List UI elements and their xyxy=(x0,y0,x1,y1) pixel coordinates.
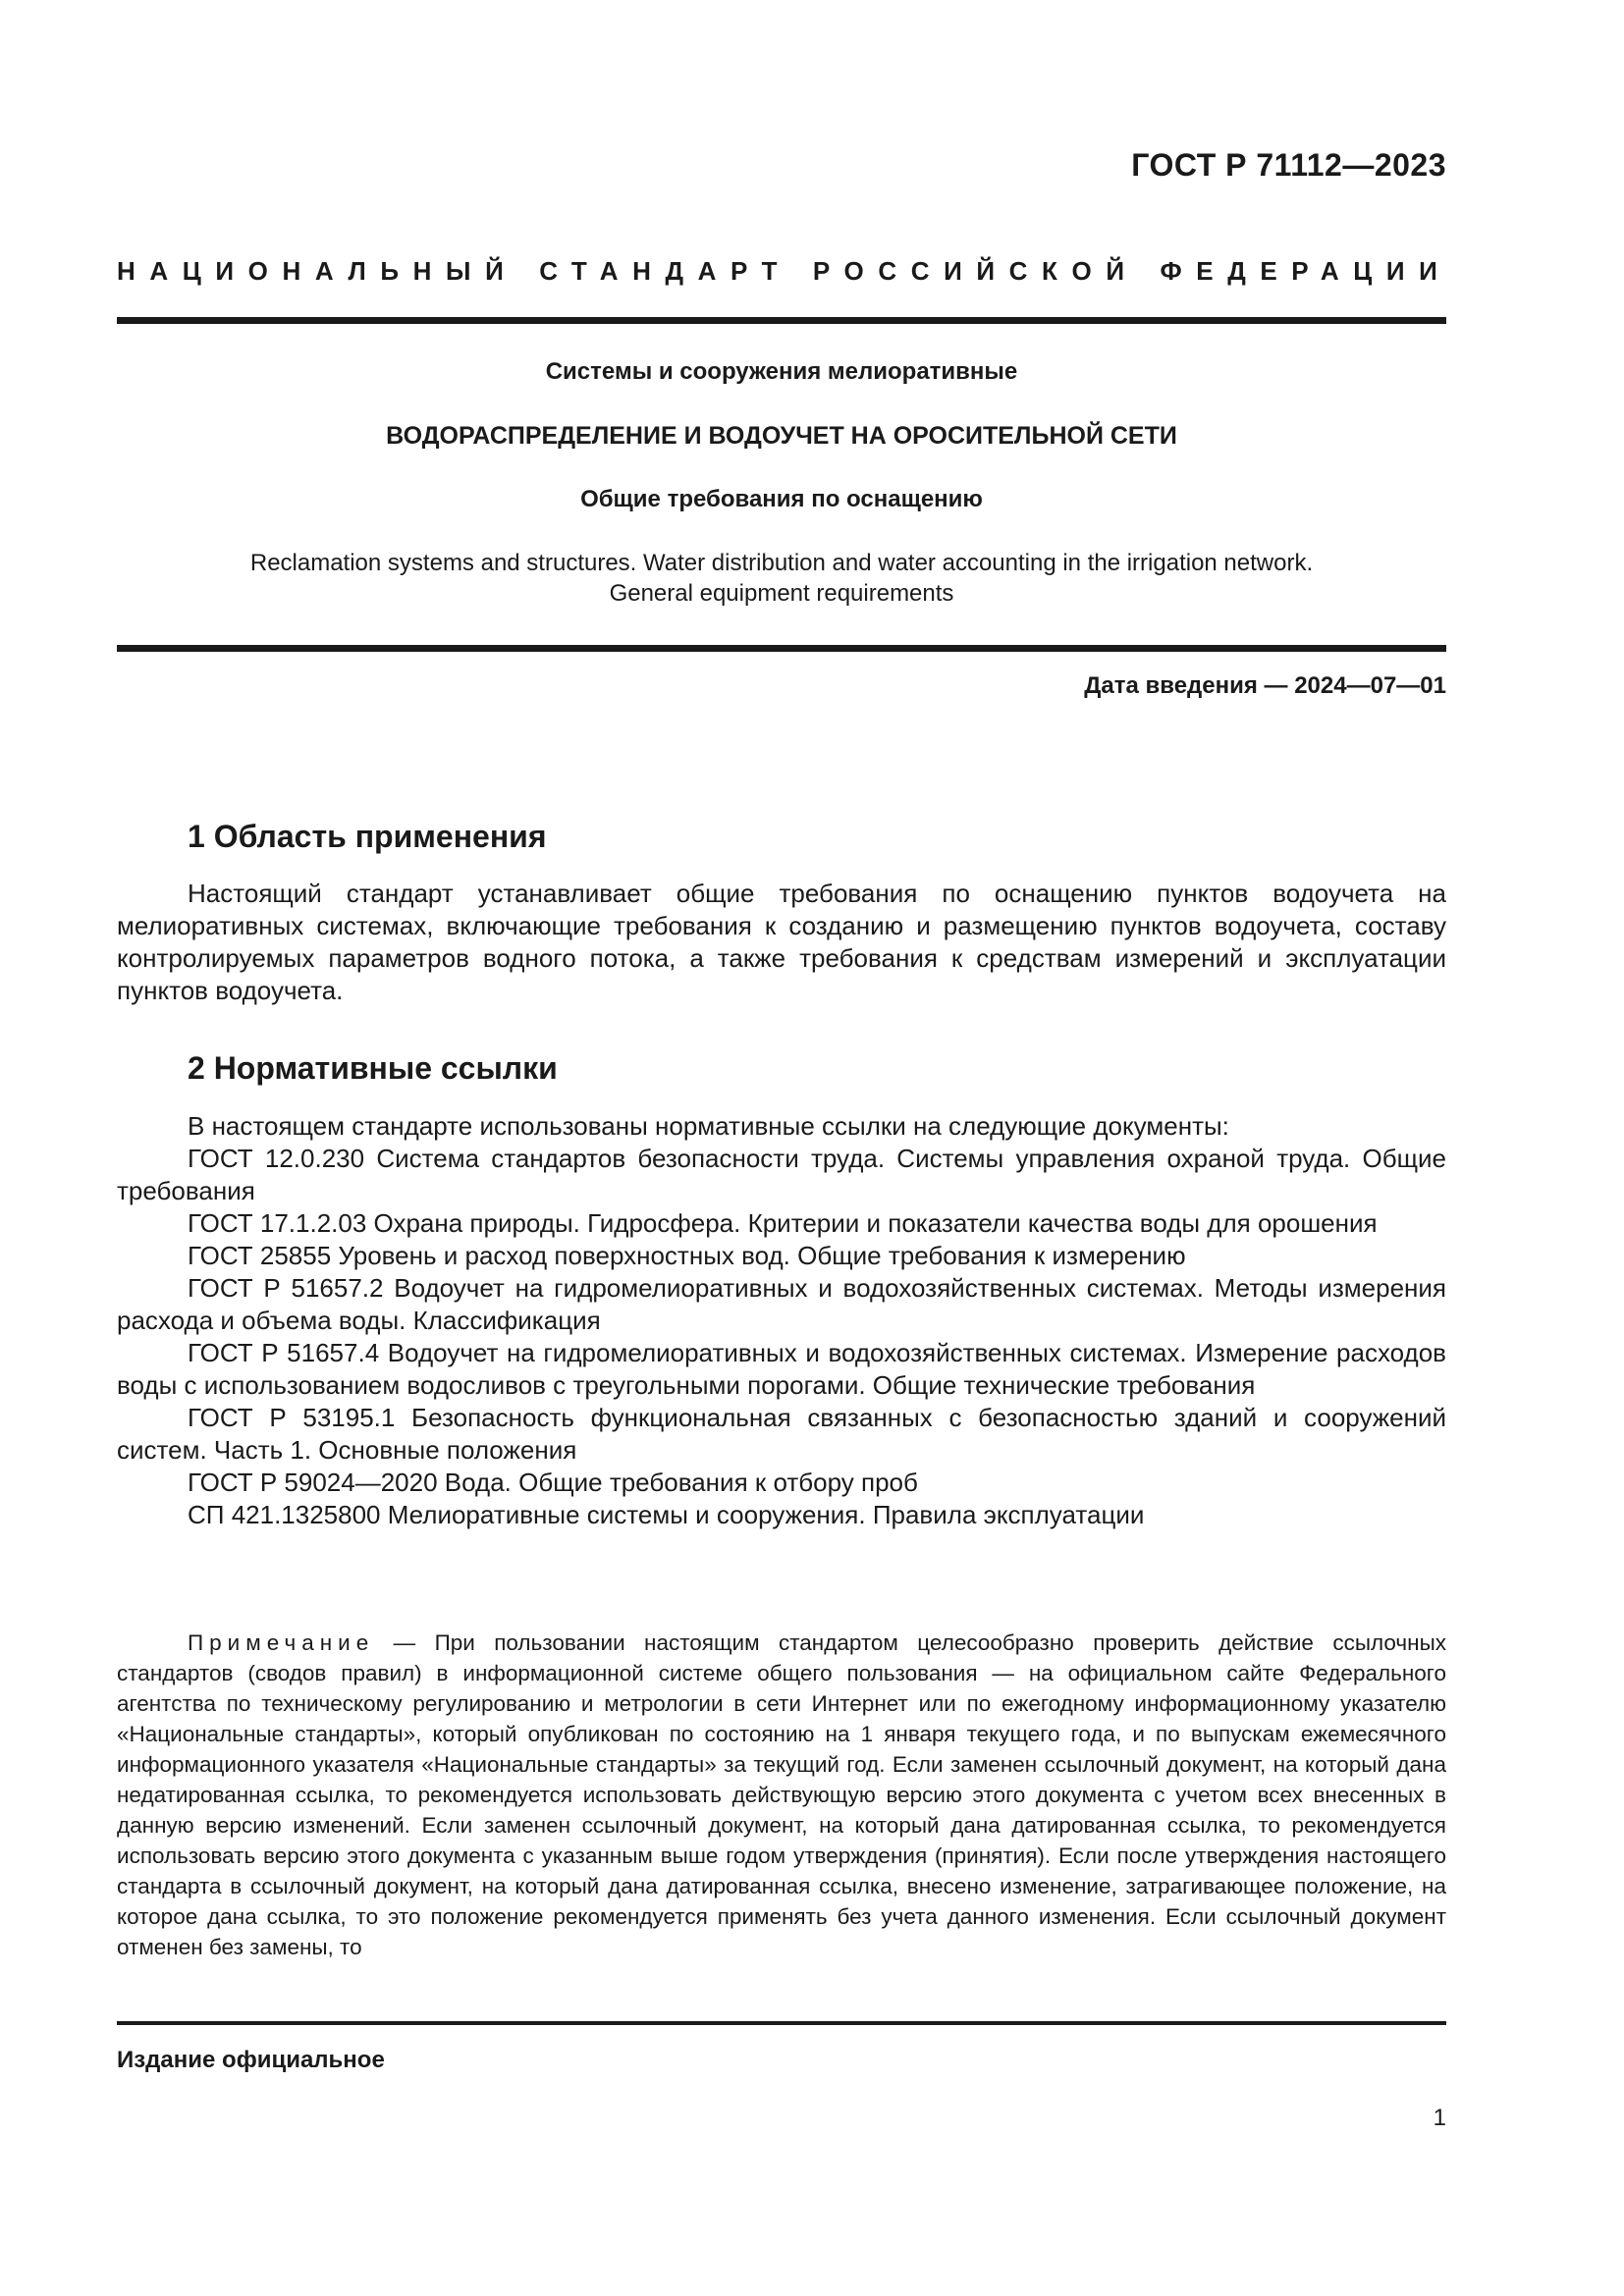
edition-label: Издание официальное xyxy=(117,2047,385,2073)
national-standard-title: НАЦИОНАЛЬНЫЙ СТАНДАРТ РОССИЙСКОЙ ФЕДЕРАЦИИ xyxy=(117,256,1452,286)
english-title-line-2: General equipment requirements xyxy=(609,580,954,607)
section-1-heading: 1 Область применения xyxy=(188,819,547,854)
english-title xyxy=(117,548,1446,609)
middle-rule xyxy=(117,645,1446,652)
footer-rule xyxy=(117,2021,1446,2025)
reference-item: ГОСТ Р 51657.4 Водоучет на гидромелиоративных и водохозяйственных системах. Измерение расходов воды с использованием водосливов с треугольными порогами. Общие технические требования xyxy=(117,1338,1446,1400)
introduction-date: Дата введения — 2024—07—01 xyxy=(1084,672,1446,699)
reference-item: ГОСТ Р 51657.2 Водоучет на гидромелиоративных и водохозяйственных системах. Методы измерения расхода и объема воды. Классификация xyxy=(117,1273,1446,1335)
title-line-2: ВОДОРАСПРЕДЕЛЕНИЕ И ВОДОУЧЕТ НА ОРОСИТЕЛЬНОЙ СЕТИ xyxy=(386,422,1177,450)
reference-item: ГОСТ 12.0.230 Система стандартов безопасности труда. Системы управления охраной труда. Общие требования xyxy=(117,1144,1446,1205)
note-paragraph xyxy=(117,1628,1446,1962)
reference-item: ГОСТ 17.1.2.03 Охрана природы. Гидросфера. Критерии и показатели качества воды для орошения xyxy=(188,1208,1378,1238)
section-1-text: Настоящий стандарт устанавливает общие требования по оснащению пунктов водоучета на мелиоративных системах, включающие требования к созданию и размещению пунктов водоучета, составу контролируемых параметров водного потока, а также требования к средствам измерений и эксплуатации пунктов водоучета. xyxy=(117,879,1446,1005)
note-text: — При пользовании настоящим стандартом целесообразно проверить действие ссылочных стандартов (сводов правил) в информационной системе общего пользования — на официальном сайте Федерального агентства по техническому регулированию и метрологии в сети Интернет или по ежегодному информационному указателю «Национальные стандарты», который опубликован по состоянию на 1 января текущего года, и по выпускам ежемесячного информационного указателя «Национальные стандарты» за текущий год. Если заменен ссылочный документ, на который дана недатированная ссылка, то рекомендуется использовать действующую версию этого документа с учетом всех внесенных в данную версию изменений. Если заменен ссылочный документ, на который дана датированная ссылка, то рекомендуется использовать версию этого документа с указанным выше годом утверждения (принятия). Если после утверждения настоящего стандарта в ссылочный документ, на который дана датированная ссылка, внесено изменение, затрагивающее положение, на которое дана ссылка, то это положение рекомендуется применять без учета данного изменения. Если ссылочный документ отменен без замены, то xyxy=(117,1630,1446,1959)
note-label: Примечание xyxy=(188,1630,375,1655)
english-title-line-1: Reclamation systems and structures. Water distribution and water accounting in the irrigation network. xyxy=(249,550,1314,576)
reference-item: ГОСТ 25855 Уровень и расход поверхностных вод. Общие требования к измерению xyxy=(188,1241,1186,1270)
gost-number: ГОСТ Р 71112—2023 xyxy=(1131,147,1446,183)
reference-item: ГОСТ Р 53195.1 Безопасность функциональная связанных с безопасностью зданий и сооружений систем. Часть 1. Основные положения xyxy=(117,1403,1446,1465)
reference-item: ГОСТ Р 59024—2020 Вода. Общие требования к отбору проб xyxy=(188,1468,918,1497)
section-2-heading: 2 Нормативные ссылки xyxy=(188,1050,558,1086)
page-number: 1 xyxy=(1433,2105,1446,2131)
reference-item: СП 421.1325800 Мелиоративные системы и сооружения. Правила эксплуатации xyxy=(188,1500,1145,1529)
top-rule xyxy=(117,317,1446,324)
title-line-3: Общие требования по оснащению xyxy=(580,486,983,512)
references-list xyxy=(117,1110,1446,1531)
references-intro: В настоящем стандарте использованы нормативные ссылки на следующие документы: xyxy=(188,1111,1229,1141)
title-line-1: Системы и сооружения мелиоративные xyxy=(545,358,1018,385)
